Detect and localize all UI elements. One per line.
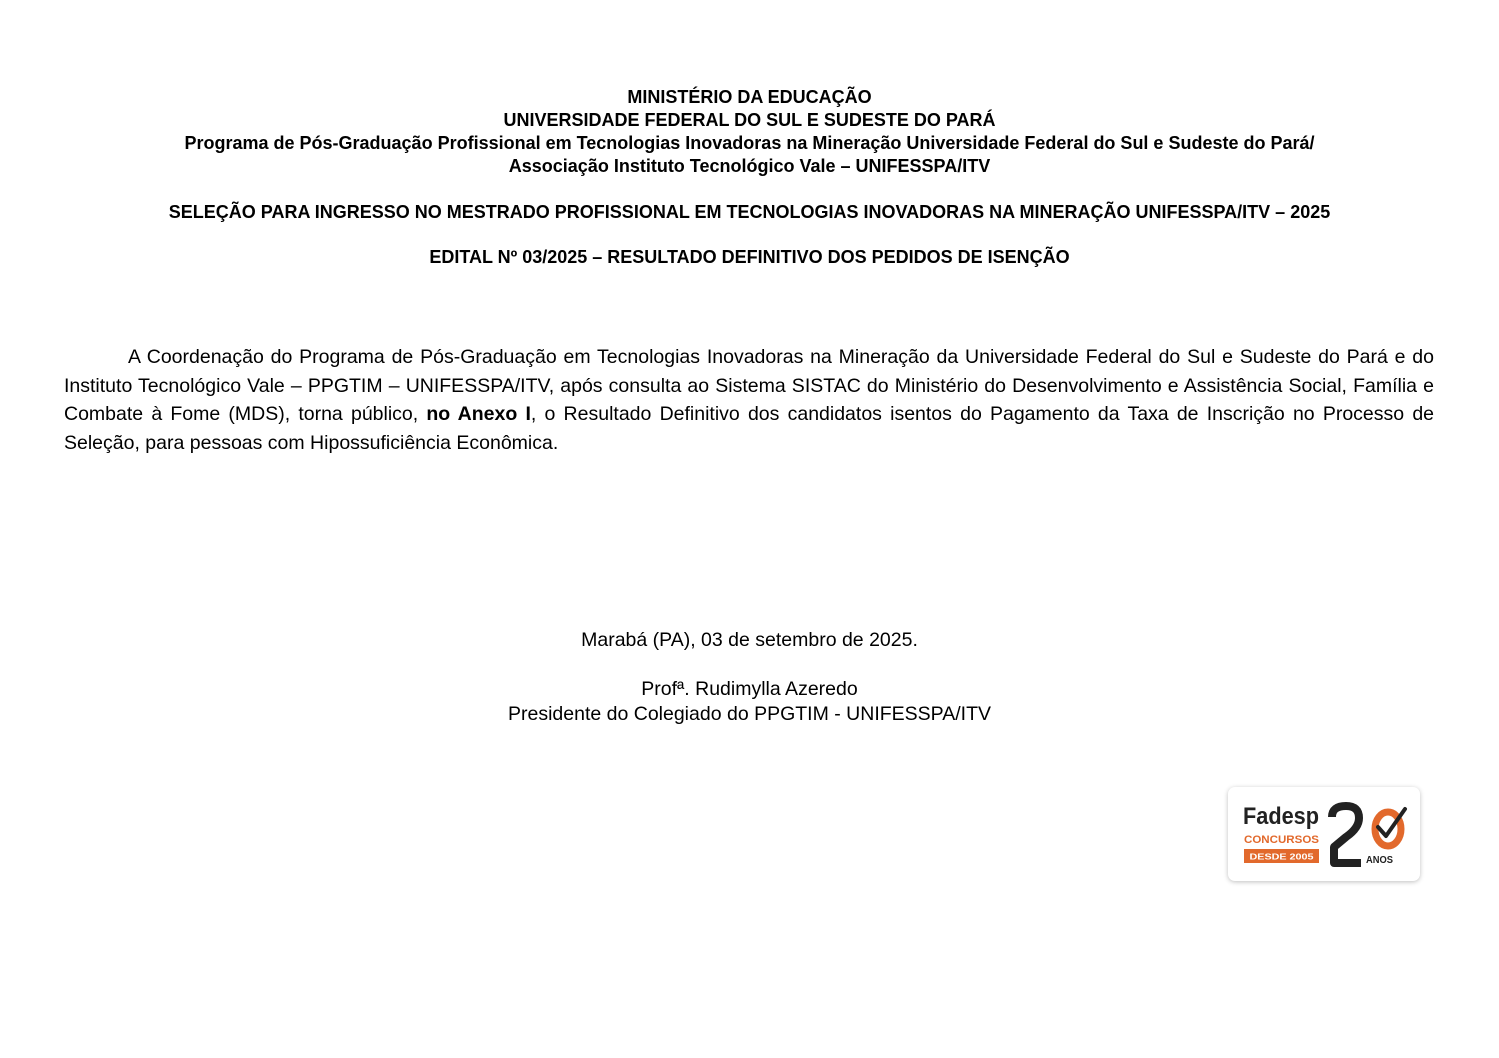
body-text-part1: A Coordenação do Programa de Pós-Graduação em Tecnologias Inovadoras na Mineração da Universidade Federal do Sul e Sudeste do Pará e do Instituto Tecnológico Vale – PPGTIM – UNIFESSPA/ITV, após consulta ao Sistema SISTAC do Ministério do Desenvolvimento e Assistência Social, Família e Combate à Fome (MDS), torna público, (64, 346, 1434, 425)
logo-anos-text: ANOS (1366, 855, 1394, 866)
body-text-part2: , o Resultado Definitivo dos candidatos isentos do Pagamento da Taxa de Inscrição no Processo de Seleção, para pessoas com Hipossuficiência Econômica. (64, 403, 1435, 454)
logo-two-shape (1332, 806, 1361, 863)
ministry-name: MINISTÉRIO DA EDUCAÇÃO (627, 87, 872, 107)
fadesp-logo-graphic (1228, 787, 1420, 881)
date-line: Marabá (PA), 03 de setembro de 2025. (581, 629, 918, 651)
program-name: Programa de Pós-Graduação Profissional em Tecnologias Inovadoras na Mineração Universidade Federal do Sul e Sudeste do Pará/ (184, 133, 1315, 153)
logo-sub-text: CONCURSOS (1244, 834, 1319, 846)
fadesp-logo (1228, 787, 1420, 881)
signatory-name: Profª. Rudimylla Azeredo (641, 678, 858, 700)
body-paragraph (64, 343, 1434, 457)
university-name: UNIVERSIDADE FEDERAL DO SUL E SUDESTE DO PARÁ (503, 110, 996, 130)
signature-block (0, 677, 1499, 727)
signatory-role: Presidente do Colegiado do PPGTIM - UNIFESSPA/ITV (507, 703, 991, 725)
logo-brand-text: Fadesp (1243, 803, 1319, 830)
association-name: Associação Instituto Tecnológico Vale – UNIFESSPA/ITV (508, 156, 991, 176)
body-text-bold: no Anexo I (426, 403, 531, 425)
document-header (0, 86, 1499, 178)
selection-title: SELEÇÃO PARA INGRESSO NO MESTRADO PROFISSIONAL EM TECNOLOGIAS INOVADORAS NA MINERAÇÃO UNIFESSPA/ITV – 2025 (168, 202, 1331, 222)
edital-title: EDITAL Nº 03/2025 – RESULTADO DEFINITIVO DOS PEDIDOS DE ISENÇÃO (429, 247, 1070, 267)
logo-since-text: DESDE 2005 (1249, 852, 1315, 862)
